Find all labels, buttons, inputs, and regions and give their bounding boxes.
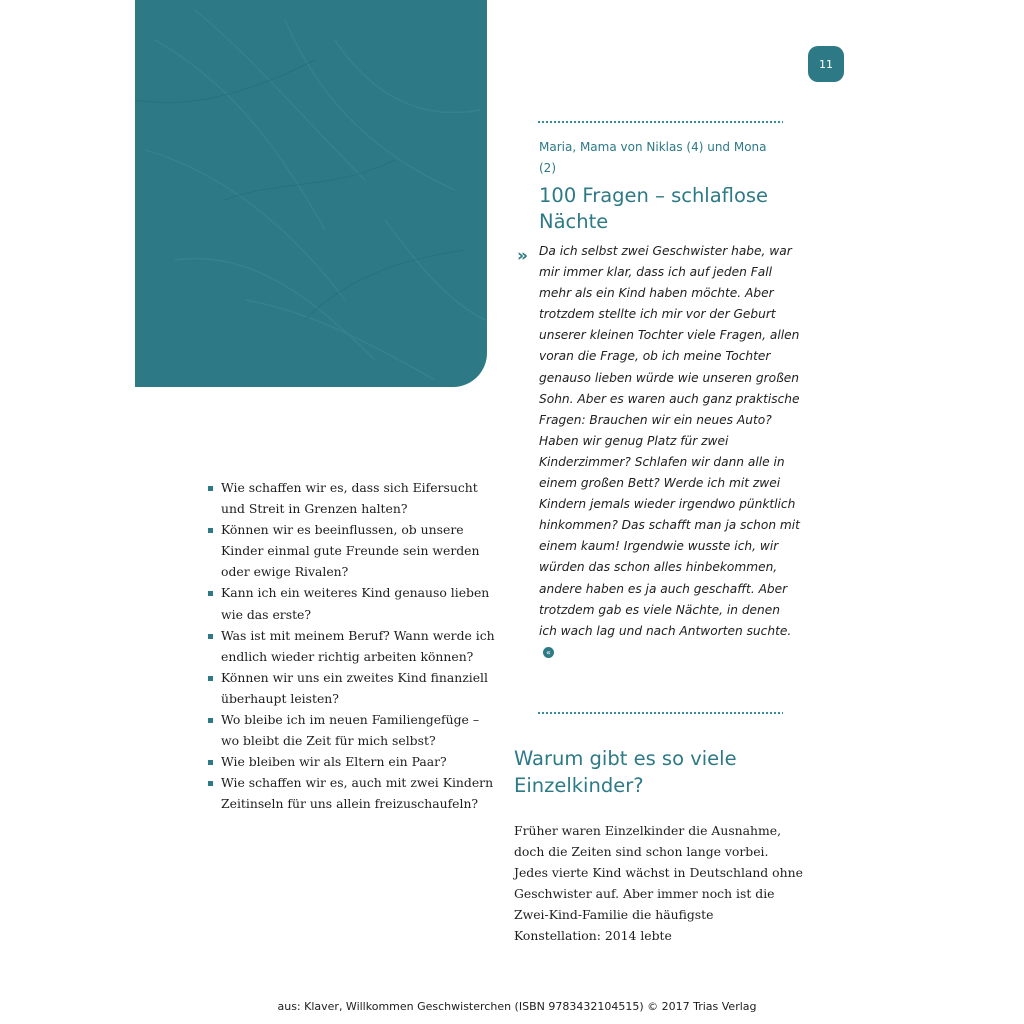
section-body: Früher waren Einzelkinder die Ausnahme, doch die Zeiten sind schon lange vorbei. Jedes vierte Kind wächst in Deutschland ohne Geschwister auf. Aber immer noch ist die Zwei-Kind-Familie die häufigste Konstellation: 2014 lebte [514,823,803,944]
page-number-badge: 11 [808,46,844,82]
quote-text [539,241,801,663]
dotted-divider [537,120,783,124]
quote-body: Da ich selbst zwei Geschwister habe, war mir immer klar, dass ich auf jeden Fall mehr als ein Kind haben möchte. Aber trotzdem stellte ich mir vor der Geburt unserer kleinen Tochter viele Fragen, allen voran die Frage, ob ich meine Tochter genauso lieben würde wie unseren großen Sohn. Aber es waren auch ganz praktische Fragen: Brauchen wir ein neues Auto? Haben wir genug Platz für zwei Kinderzimmer? Schlafen wir dann alle in einem großen Bett? Werde ich mit zwei Kindern jemals wieder irgendwo pünktlich hinkommen? Das schafft man ja schon mit einem kaum! Irgendwie wusste ich, wir würden das schon alles hinbekommen, andere haben es ja auch geschafft. Aber trotzdem gab es viele Nächte, in denen ich wach lag und nach Antworten suchte. [539,244,800,638]
list-item: Was ist mit meinem Beruf? Wann werde ich endlich wieder richtig arbeiten können? [207,625,497,667]
list-item: Kann ich ein weiteres Kind genauso lieben wie das erste? [207,582,497,624]
question-list [207,477,497,815]
list-item: Wie schaffen wir es, dass sich Eifersucht und Streit in Grenzen halten? [207,477,497,519]
dotted-divider [537,711,783,715]
quote-author: Maria, Mama von Niklas (4) und Mona (2) [539,140,767,175]
section-heading: Warum gibt es so viele Einzelkinder? [514,747,737,797]
header-photo [135,0,487,387]
quote-close-icon: « [543,647,554,658]
list-item: Wo bleibe ich im neuen Familiengefüge – wo bleibt die Zeit für mich selbst? [207,709,497,751]
list-item: Wie schaffen wir es, auch mit zwei Kindern Zeitinseln für uns allein freizuschaufeln? [207,772,497,814]
leaf-pattern [135,0,487,387]
list-item: Können wir uns ein zweites Kind finanziell überhaupt leisten? [207,667,497,709]
copyright-footer: aus: Klaver, Willkommen Geschwisterchen (ISBN 9783432104515) © 2017 Trias Verlag [277,1000,757,1013]
list-item: Wie bleiben wir als Eltern ein Paar? [207,751,497,772]
quote-title: 100 Fragen – schlaflose Nächte [539,184,769,233]
list-item: Können wir es beeinflussen, ob unsere Kinder einmal gute Freunde sein werden oder ewige Rivalen? [207,519,497,582]
quote-open-icon: » [517,246,528,266]
